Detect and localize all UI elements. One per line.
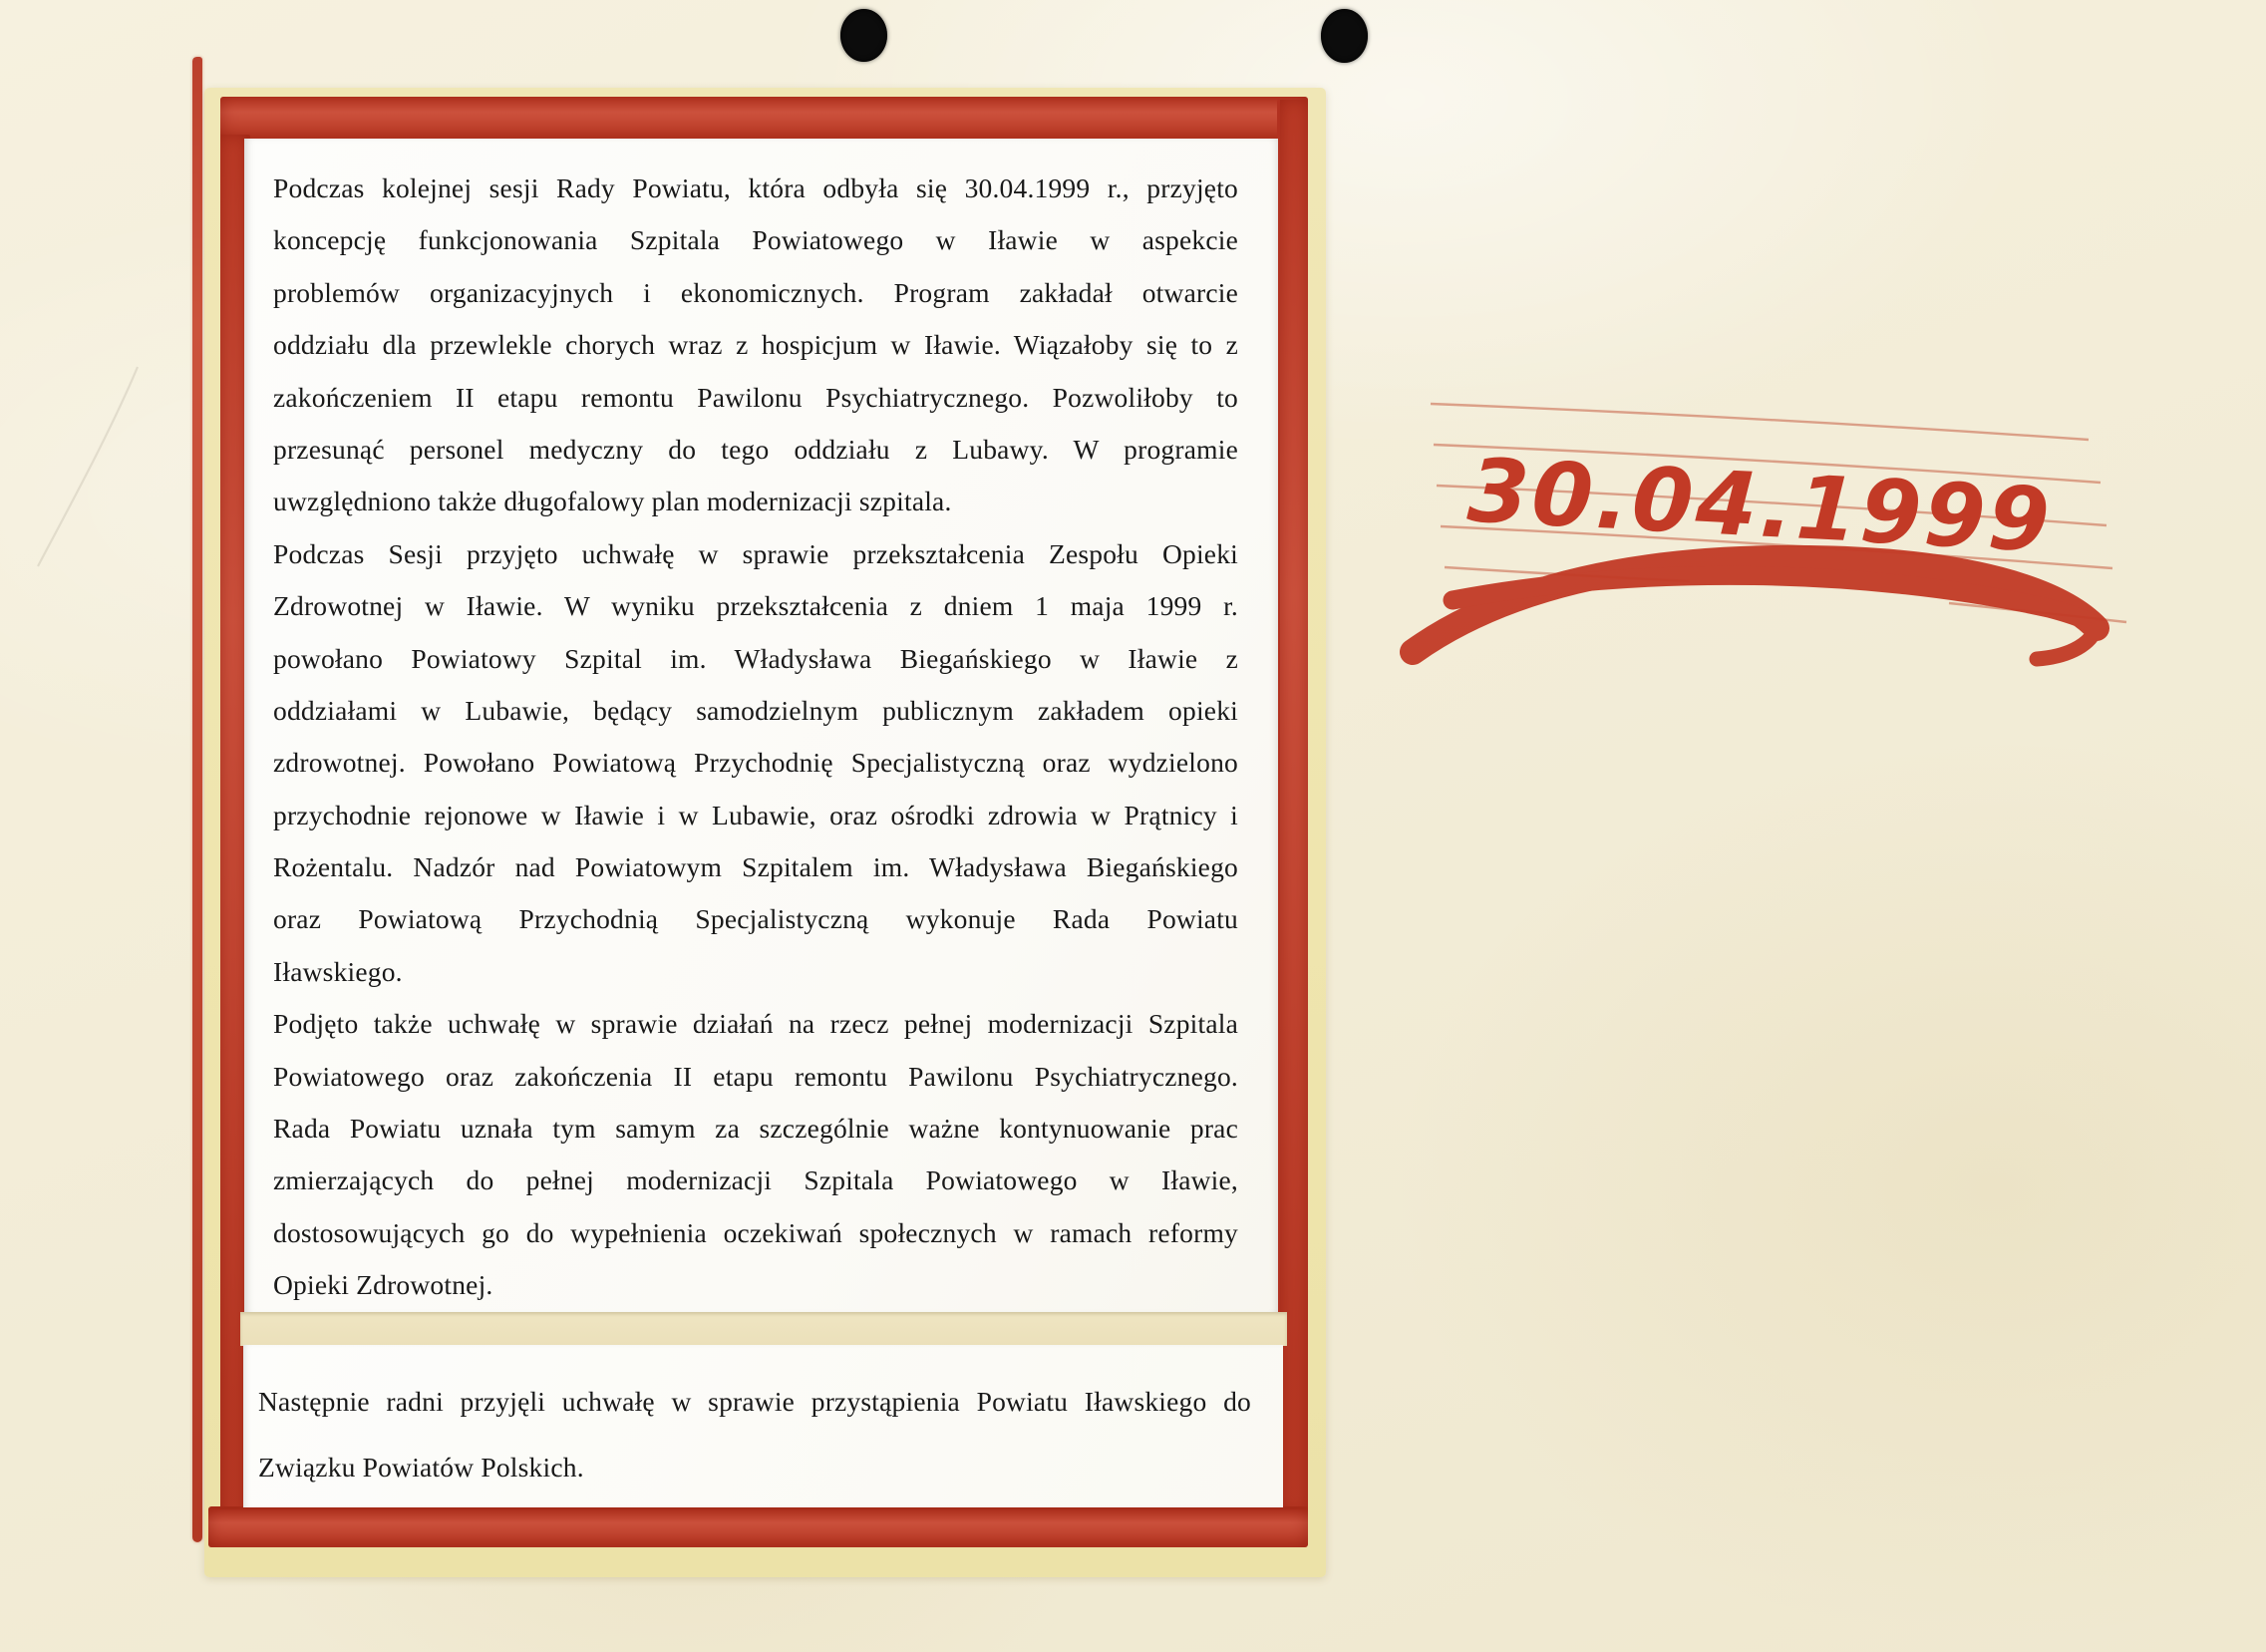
hole-punch-icon [840, 9, 887, 62]
text-line: Podczas Sesji przyjęto uchwałę w sprawie przekształcenia Zespołu Opieki [273, 537, 1238, 569]
text-line: Następnie radni przyjęli uchwałę w sprawie przystąpienia Powiatu Iławskiego do [258, 1386, 1251, 1417]
text-line: oddziału dla przewlekle chorych wraz z hospicjum w Iławie. Wiązałoby się to z [273, 329, 1238, 361]
text-line: Zdrowotnej w Iławie. W wyniku przekształcenia z dniem 1 maja 1999 r. [273, 590, 1238, 622]
note-text [258, 1369, 1251, 1500]
text-line: przesunąć personel medyczny do tego oddziału z Lubawy. W programie [273, 433, 1238, 465]
text-line: Rada Powiatu uznała tym samym za szczególnie ważne kontynuowanie prac [273, 1113, 1238, 1145]
pencil-mark [20, 359, 150, 578]
text-line: Związku Powiatów Polskich. [258, 1452, 584, 1483]
note-paper [243, 1345, 1283, 1507]
text-line: zakończeniem II etapu remontu Pawilonu Psychiatrycznego. Pozwoliłoby to [273, 381, 1238, 413]
text-line: Powiatowego oraz zakończenia II etapu remontu Pawilonu Psychiatrycznego. [273, 1060, 1238, 1092]
article-text [273, 163, 1238, 1312]
hole-punch-icon [1321, 9, 1368, 63]
handwritten-date: 30.04.1999 [1464, 439, 2056, 572]
text-line: Iławskiego. [273, 955, 403, 987]
tape-strip [240, 1312, 1287, 1346]
text-line: oddziałami w Lubawie, będący samodzielnym publicznym zakładem opieki [273, 694, 1238, 726]
text-line: Opieki Zdrowotnej. [273, 1269, 493, 1301]
frame-right-band [1277, 100, 1308, 1513]
frame-bottom-band [208, 1506, 1308, 1547]
text-line: problemów organizacyjnych i ekonomicznych. Program zakładał otwarcie [273, 276, 1238, 308]
text-line: powołano Powiatowy Szpital im. Władysława Biegańskiego w Iławie z [273, 642, 1238, 674]
text-line: przychodnie rejonowe w Iławie i w Lubawie, oraz ośrodki zdrowia w Prątnicy i [273, 799, 1238, 830]
text-line: oraz Powiatową Przychodnią Specjalistyczną wykonuje Rada Powiatu [273, 903, 1238, 935]
handwritten-date-artwork [1391, 371, 2138, 700]
text-line: uwzględniono także długofalowy plan modernizacji szpitala. [273, 486, 952, 517]
text-line: koncepcję funkcjonowania Szpitala Powiatowego w Iławie w aspekcie [273, 224, 1238, 256]
text-line: zdrowotnej. Powołano Powiatową Przychodnię Specjalistyczną oraz wydzielono [273, 747, 1238, 779]
frame-outer-line [192, 57, 202, 1542]
text-line: dostosowujących go do wypełnienia oczekiwań społecznych w ramach reformy [273, 1216, 1238, 1248]
text-line: Rożentalu. Nadzór nad Powiatowym Szpitalem im. Władysława Biegańskiego [273, 851, 1238, 883]
text-line: Podczas kolejnej sesji Rady Powiatu, która odbyła się 30.04.1999 r., przyjęto [273, 172, 1238, 203]
text-line: Podjęto także uchwałę w sprawie działań na rzecz pełnej modernizacji Szpitala [273, 1008, 1238, 1040]
article-paper [244, 139, 1278, 1314]
text-line: zmierzających do pełnej modernizacji Szpitala Powiatowego w Iławie, [273, 1164, 1238, 1196]
